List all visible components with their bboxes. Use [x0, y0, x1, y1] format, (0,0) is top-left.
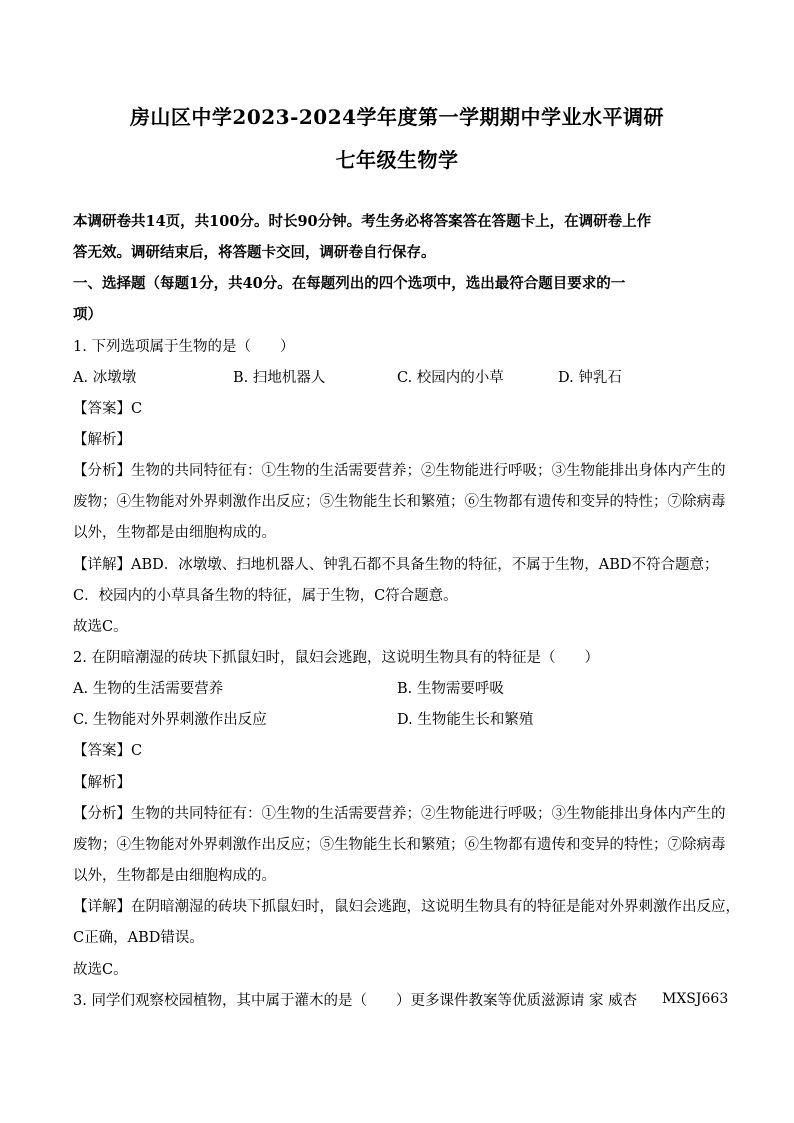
- exam-title: 房山区中学2023-2024学年度第一学期期中学业水平调研: [129, 105, 665, 129]
- q1-stem: 1. 下列选项属于生物的是（ ）: [73, 339, 295, 355]
- q2-analysis-line-2: 废物；④生物能对外界刺激作出反应；⑤生物能生长和繁殖；⑥生物都有遗传和变异的特性；⑦除病毒: [73, 837, 726, 853]
- q2-detail-line-1: 【详解】在阴暗潮湿的砖块下抓鼠妇时，鼠妇会逃跑，这说明生物具有的特征是能对外界刺激作出反应，: [73, 899, 740, 915]
- q1-detail-line-1: 【详解】ABD．冰墩墩、扫地机器人、钟乳石都不具备生物的特征，不属于生物，ABD不符合题意；: [73, 557, 719, 573]
- q2-option-b: B. 生物需要呼吸: [397, 681, 504, 697]
- q3-stem: 3. 同学们观察校园植物，其中属于灌木的是（ ）更多课件教案等优质滋源请 家 威杏: [73, 993, 638, 1009]
- section-heading-line-2: 项）: [73, 306, 102, 323]
- q2-option-a: A. 生物的生活需要营养: [73, 681, 224, 697]
- q2-answer: 【答案】C: [73, 743, 143, 759]
- q1-option-a: A. 冰墩墩: [73, 370, 137, 386]
- section-heading-line-1: 一、选择题（每题1分，共40分。在每题列出的四个选项中，选出最符合题目要求的一: [73, 275, 626, 292]
- q1-answer: 【答案】C: [73, 401, 143, 417]
- q1-analysis-line-3: 以外，生物都是由细胞构成的。: [73, 525, 276, 541]
- q1-option-c: C. 校园内的小草: [397, 370, 504, 386]
- q1-analysis-line-1: 【分析】生物的共同特征有：①生物的生活需要营养；②生物能进行呼吸；③生物能排出身体内产生的: [73, 463, 726, 479]
- q1-analysis-line-2: 废物；④生物能对外界刺激作出反应；⑤生物能生长和繁殖；⑥生物都有遗传和变异的特性；⑦除病毒: [73, 494, 726, 510]
- q2-stem: 2. 在阴暗潮湿的砖块下抓鼠妇时，鼠妇会逃跑，这说明生物具有的特征是（ ）: [73, 650, 599, 666]
- q1-option-b: B. 扫地机器人: [233, 370, 326, 386]
- q3-code: MXSJ663: [662, 991, 729, 1007]
- q2-analysis-line-1: 【分析】生物的共同特征有：①生物的生活需要营养；②生物能进行呼吸；③生物能排出身体内产生的: [73, 806, 726, 822]
- q2-detail-line-2: C正确，ABD错误。: [73, 930, 204, 946]
- q2-option-d: D. 生物能生长和繁殖: [397, 712, 534, 728]
- q1-analysis-heading: 【解析】: [73, 432, 131, 448]
- instructions-line-1: 本调研卷共14页，共100分。时长90分钟。考生务必将答案答在答题卡上，在调研卷上作: [73, 213, 652, 230]
- q1-conclusion: 故选C。: [73, 619, 128, 635]
- q2-conclusion: 故选C。: [73, 962, 128, 978]
- q2-option-c: C. 生物能对外界刺激作出反应: [73, 712, 267, 728]
- instructions-line-2: 答无效。调研结束后，将答题卡交回，调研卷自行保存。: [73, 244, 436, 261]
- q2-analysis-heading: 【解析】: [73, 775, 131, 791]
- q2-analysis-line-3: 以外，生物都是由细胞构成的。: [73, 868, 276, 884]
- q1-detail-line-2: C．校园内的小草具备生物的特征，属于生物，C符合题意。: [73, 588, 458, 604]
- q1-option-d: D. 钟乳石: [558, 370, 622, 386]
- exam-subtitle: 七年级生物学: [335, 148, 459, 172]
